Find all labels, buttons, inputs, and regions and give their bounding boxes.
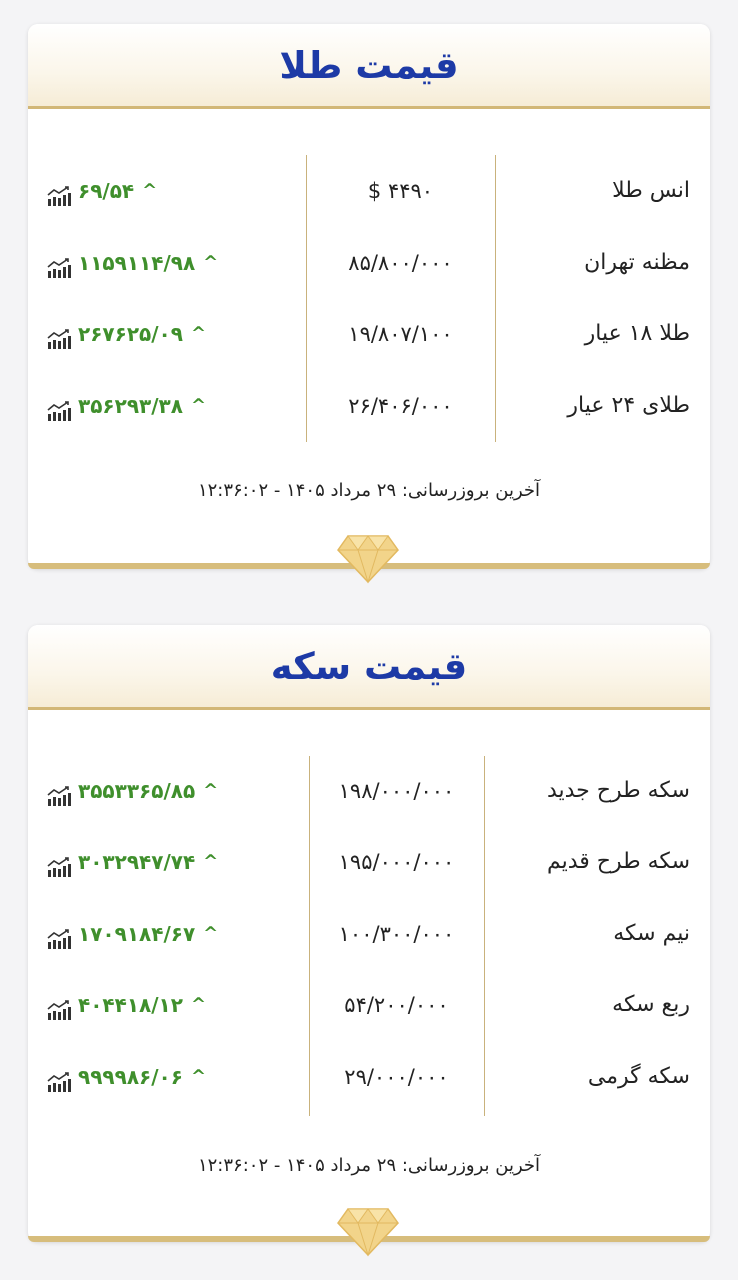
last-updated-text: آخرین بروزرسانی: ۲۹ مرداد ۱۴۰۵ - ۱۲:۳۶:۰۲ <box>197 480 541 501</box>
up-arrow-icon: ^ <box>203 780 219 801</box>
bar-chart-icon[interactable] <box>46 1066 72 1088</box>
gold-row <box>28 171 710 211</box>
coin-row <box>28 1057 710 1097</box>
gold-price-card <box>28 24 710 569</box>
up-arrow-icon: ^ <box>203 252 219 273</box>
coin-row <box>28 914 710 954</box>
item-change <box>46 842 218 882</box>
item-price: ۱۰۰/۳۰۰/۰۰۰ <box>338 922 455 946</box>
up-arrow-icon: ^ <box>203 851 219 872</box>
item-name: سکه طرح جدید <box>546 778 690 803</box>
item-change <box>46 1057 206 1097</box>
change-value: ۴۰۴۴۱۸/۱۲ <box>78 993 183 1017</box>
coin-card-header <box>28 625 710 710</box>
change-value: ۱۱۵۹۱۱۴/۹۸ <box>78 251 196 275</box>
item-change <box>46 386 206 426</box>
item-change <box>46 171 157 211</box>
gold-card-title: قیمت طلا <box>279 43 459 87</box>
gold-row <box>28 243 710 283</box>
change-value: ۱۷۰۹۱۸۴/۶۷ <box>78 922 196 946</box>
item-change <box>46 985 206 1025</box>
bar-chart-icon[interactable] <box>46 923 72 945</box>
bar-chart-icon[interactable] <box>46 180 72 202</box>
item-price: ۲۹/۰۰۰/۰۰۰ <box>344 1065 449 1089</box>
up-arrow-icon: ^ <box>142 180 158 201</box>
item-price: ۱۹۵/۰۰۰/۰۰۰ <box>338 850 455 874</box>
gold-row <box>28 314 710 354</box>
item-change <box>46 243 218 283</box>
diamond-icon <box>336 532 400 584</box>
up-arrow-icon: ^ <box>190 994 207 1015</box>
item-price: ۲۶/۴۰۶/۰۰۰ <box>348 394 453 418</box>
bar-chart-icon[interactable] <box>46 395 72 417</box>
item-name: طلا ۱۸ عیار <box>584 321 690 346</box>
item-change <box>46 914 218 954</box>
bar-chart-icon[interactable] <box>46 851 72 873</box>
item-name: سکه طرح قدیم <box>546 849 690 874</box>
change-value: ۳۵۵۳۳۶۵/۸۵ <box>78 779 196 803</box>
item-price: $ ۴۴۹۰ <box>367 179 434 203</box>
change-value: ۹۹۹۹۸۶/۰۶ <box>78 1065 183 1089</box>
item-change <box>46 771 218 811</box>
coin-price-card <box>28 625 710 1242</box>
item-name: سکه گرمی <box>587 1064 690 1089</box>
coin-row <box>28 771 710 811</box>
bar-chart-icon[interactable] <box>46 780 72 802</box>
item-name: نیم سکه <box>613 921 690 946</box>
item-price: ۵۴/۲۰۰/۰۰۰ <box>344 993 449 1017</box>
item-change <box>46 314 206 354</box>
up-arrow-icon: ^ <box>190 323 207 344</box>
up-arrow-icon: ^ <box>190 395 207 416</box>
change-value: ۳۰۳۲۹۴۷/۷۴ <box>78 850 196 874</box>
up-arrow-icon: ^ <box>190 1066 207 1087</box>
bar-chart-icon[interactable] <box>46 994 72 1016</box>
up-arrow-icon: ^ <box>203 923 219 944</box>
change-value: ۶۹/۵۴ <box>78 179 135 203</box>
gold-row <box>28 386 710 426</box>
bar-chart-icon[interactable] <box>46 252 72 274</box>
last-updated-text: آخرین بروزرسانی: ۲۹ مرداد ۱۴۰۵ - ۱۲:۳۶:۰۲ <box>197 1155 541 1176</box>
coin-row <box>28 985 710 1025</box>
item-name: طلای ۲۴ عیار <box>567 393 690 418</box>
item-name: انس طلا <box>612 178 690 203</box>
diamond-icon <box>336 1205 400 1257</box>
change-value: ۲۶۷۶۲۵/۰۹ <box>78 322 183 346</box>
gold-card-header <box>28 24 710 109</box>
coin-card-title: قیمت سکه <box>270 644 468 688</box>
item-price: ۸۵/۸۰۰/۰۰۰ <box>348 251 453 275</box>
change-value: ۳۵۶۲۹۳/۳۸ <box>78 394 183 418</box>
item-name: ربع سکه <box>612 992 690 1017</box>
bar-chart-icon[interactable] <box>46 323 72 345</box>
item-name: مظنه تهران <box>584 250 690 275</box>
coin-row <box>28 842 710 882</box>
item-price: ۱۹/۸۰۷/۱۰۰ <box>348 322 453 346</box>
item-price: ۱۹۸/۰۰۰/۰۰۰ <box>338 779 455 803</box>
